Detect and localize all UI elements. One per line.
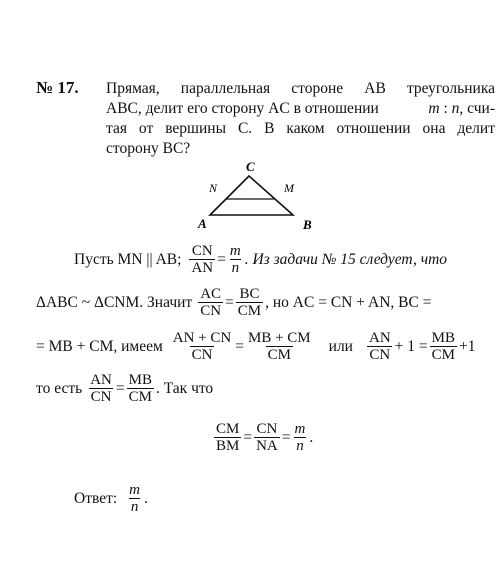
- answer-end: .: [144, 489, 148, 507]
- line-2-tail: , счи-: [459, 100, 495, 117]
- s3-eq1: =: [235, 337, 244, 355]
- triangle-abc: [210, 176, 293, 215]
- s2-eq: =: [225, 293, 234, 311]
- solution-line-2: [36, 286, 431, 319]
- s3-plus2: +1: [458, 337, 476, 355]
- answer-line: [74, 482, 148, 515]
- s1-text-b: . Из задачи № 15 следует, что: [244, 250, 448, 268]
- problem-number: № 17.: [36, 78, 79, 97]
- s3-frac-mb-plus-cm: $\frac{MB + CM}{CM}$: [248, 330, 311, 363]
- res-frac-cn-na: $\frac{CN}{NA}$: [256, 421, 278, 454]
- ratio-m: m: [428, 100, 440, 117]
- res-eq2: =: [281, 428, 291, 446]
- label-m: M: [284, 181, 294, 195]
- solution-result: [212, 421, 313, 454]
- res-frac-cm-bm: $\frac{CM}{BM}$: [216, 421, 240, 454]
- s4-frac-mb-cm: $\frac{MB}{CM}$: [128, 372, 152, 405]
- label-a: A: [198, 216, 207, 231]
- s3-frac-mb-cm: $\frac{MB}{CM}$: [431, 330, 455, 363]
- s1-text-a: Пусть MN || AB;: [74, 250, 182, 268]
- s4-text-b: . Так что: [155, 379, 214, 397]
- ratio-n: n: [451, 100, 460, 117]
- problem-line-4: сторону BC?: [106, 140, 191, 157]
- s3-text-a: = MB + CM, имеем: [36, 337, 163, 355]
- s4-frac-an-cn: $\frac{AN}{CN}$: [90, 372, 112, 405]
- s3-or: или: [328, 337, 353, 355]
- res-eq1: =: [243, 428, 253, 446]
- s1-eq: =: [217, 250, 226, 268]
- s2-frac-bc-cm: $\frac{BC}{CM}$: [237, 286, 262, 319]
- triangle-figure: [195, 158, 320, 236]
- solution-line-4: [36, 372, 213, 405]
- solution-line-3: [36, 330, 475, 363]
- ratio-sep: :: [439, 100, 452, 117]
- problem-line-2-text: ABC, делит его сторону AC в отношении: [106, 100, 379, 117]
- s4-eq: =: [115, 379, 125, 397]
- s2-text-b: , но AC = CN + AN, BC =: [265, 293, 432, 311]
- s3-frac-an-cn: $\frac{AN}{CN}$: [368, 330, 391, 363]
- s3-plus1: + 1 =: [394, 337, 428, 355]
- label-c: C: [246, 159, 255, 174]
- label-b: B: [303, 217, 312, 232]
- s1-frac-m-n: $\frac{m}{n}$: [229, 243, 241, 276]
- s2-text-a: ΔABC ~ ΔCNM. Значит: [36, 293, 193, 311]
- problem-line-2: [106, 99, 495, 118]
- problem-ratio: [428, 99, 495, 118]
- res-frac-m-n: $\frac{m}{n}$: [294, 421, 306, 454]
- res-end: .: [309, 428, 314, 446]
- solution-line-1: [74, 243, 447, 276]
- s4-text-a: то есть: [36, 379, 83, 397]
- answer-frac-m-n: $\frac{m}{n}$: [129, 482, 140, 515]
- s3-frac-an-plus-cn: $\frac{AN + CN}{CN}$: [172, 330, 232, 363]
- answer-label: Ответ:: [74, 489, 118, 507]
- s2-frac-ac-cn: $\frac{AC}{CN}$: [200, 286, 222, 319]
- s1-frac-cn-an: $\frac{CN}{AN}$: [191, 243, 214, 276]
- label-n: N: [209, 181, 218, 195]
- problem-line-3: тая от вершины C. В каком отношении она делит: [106, 120, 495, 137]
- problem-line-1: Прямая, параллельная стороне AB треугольника: [106, 80, 495, 97]
